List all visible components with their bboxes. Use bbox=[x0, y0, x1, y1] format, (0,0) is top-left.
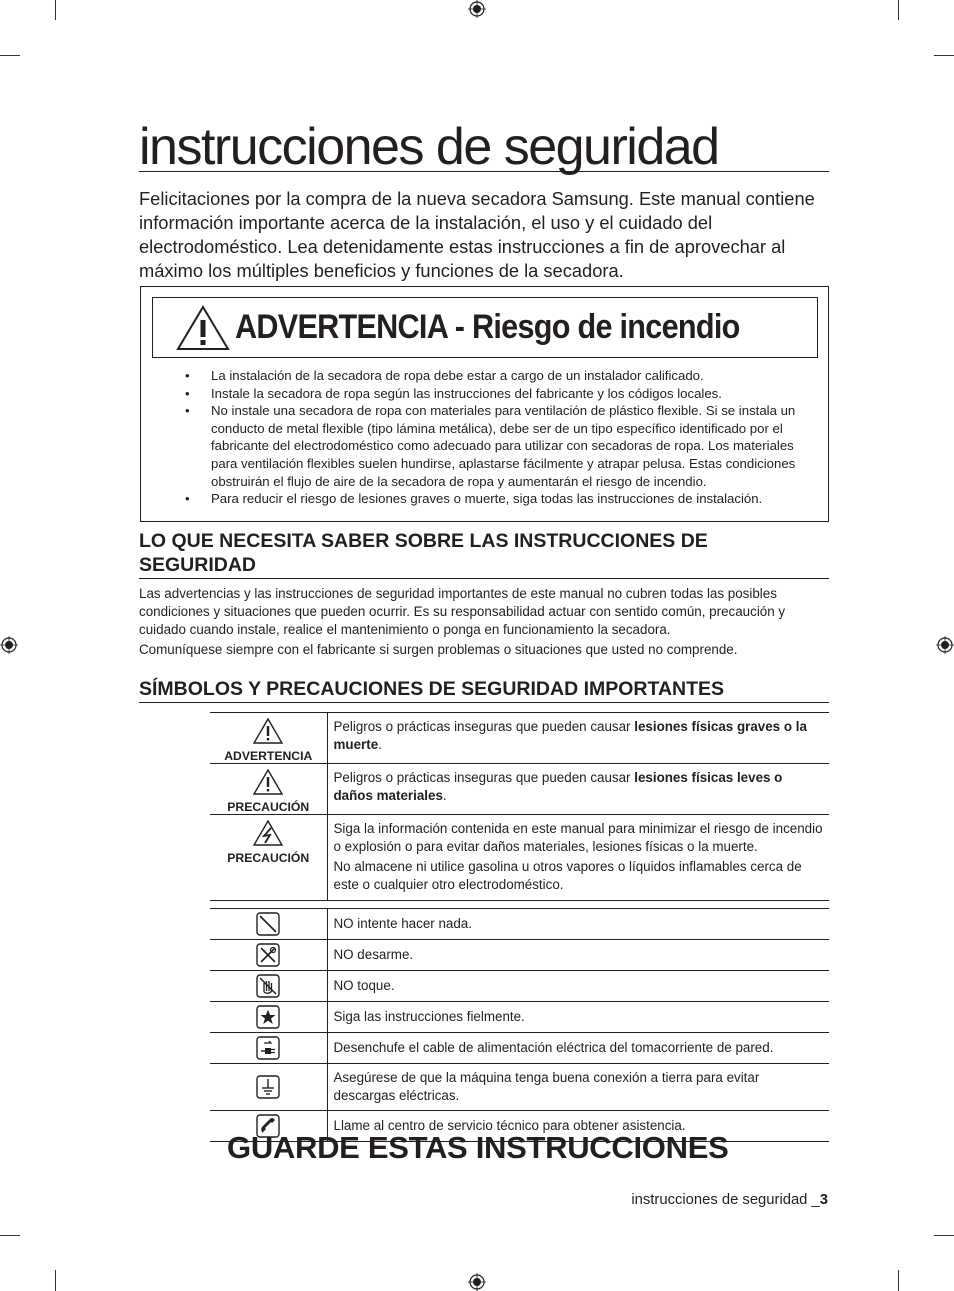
table-row bbox=[210, 909, 829, 940]
table-row bbox=[210, 940, 829, 971]
table-row bbox=[210, 1033, 829, 1064]
crop-mark bbox=[934, 1235, 954, 1236]
registration-mark-icon bbox=[468, 0, 486, 18]
description-text: Siga la información contenida en este manual para minimizar el riesgo de incendio o explosión o para evitar daños materiales, lesiones físicas o la muerte. bbox=[333, 821, 823, 854]
prohibition-symbols-table bbox=[210, 908, 829, 1142]
caution-triangle-icon bbox=[253, 769, 283, 795]
symbol-label: ADVERTENCIA bbox=[224, 749, 313, 763]
symbol-cell bbox=[210, 971, 327, 1002]
footer-label: instrucciones de seguridad _ bbox=[631, 1192, 820, 1208]
fire-warning-title: ADVERTENCIA - Riesgo de incendio bbox=[234, 308, 740, 346]
crop-mark bbox=[55, 0, 56, 20]
electric-shock-triangle-icon bbox=[253, 820, 283, 846]
crop-mark bbox=[934, 55, 954, 56]
symbol-description bbox=[327, 815, 829, 901]
description-bold: lesiones físicas leves o daños materiales bbox=[333, 770, 783, 803]
table-row bbox=[210, 713, 829, 764]
symbol-description bbox=[327, 713, 829, 764]
crop-mark bbox=[898, 0, 899, 20]
list-item: • No instale una secadora de ropa con materiales para ventilación de plástico flexible. Si se instala un conducto de metal flexible (tipo lámina metálica), debe ser de un tipo específico identificado por el fabricante del electrodoméstico como adecuado para utilizar con secadoras de ropa. Los materiales para ventilación flexibles suelen hundirse, aplastarse fácilmente y atrapar pelusa. Estas condiciones obstruirán el flujo de aire de la secadora de ropa y aumentarán el riesgo de incendio. bbox=[185, 402, 817, 490]
symbol-label: PRECAUCIÓN bbox=[227, 800, 310, 814]
symbol-cell bbox=[210, 1002, 327, 1033]
page-title: instrucciones de seguridad bbox=[139, 118, 829, 172]
symbol-description: Siga las instrucciones fielmente. bbox=[327, 1002, 829, 1033]
crop-mark bbox=[898, 1270, 899, 1291]
symbol-cell bbox=[210, 713, 327, 764]
intro-paragraph: Felicitaciones por la compra de la nueva secadora Samsung. Este manual contiene información importante acerca de la instalación, el uso y el cuidado del electrodoméstico. Lea detenidamente estas instrucciones a fin de aprovechar al máximo los múltiples beneficios y funciones de la secadora. bbox=[139, 188, 815, 281]
description-text: No almacene ni utilice gasolina u otros vapores o líquidos inflamables cerca de este o cualquier otro electrodoméstico. bbox=[333, 859, 802, 892]
warning-triangle-icon bbox=[175, 304, 231, 352]
table-row bbox=[210, 764, 829, 815]
symbol-description bbox=[327, 764, 829, 815]
symbol-description: NO intente hacer nada. bbox=[327, 909, 829, 940]
symbol-description: Asegúrese de que la máquina tenga buena conexión a tierra para evitar descargas eléctricas. bbox=[327, 1064, 829, 1111]
section-paragraph: Las advertencias y las instrucciones de seguridad importantes de este manual no cubren todas las posibles condiciones y situaciones que pueden ocurrir. Es su responsabilidad actuar con sentido común, precaución y cuidado cuando instale, realice el mantenimiento o ponga en funcionamiento la secadora. bbox=[139, 586, 786, 637]
table-row bbox=[210, 1002, 829, 1033]
symbol-label: PRECAUCIÓN bbox=[227, 851, 310, 865]
warning-symbols-table bbox=[210, 712, 829, 901]
page-footer bbox=[631, 1192, 828, 1208]
section-paragraph: Comuníquese siempre con el fabricante si surgen problemas o situaciones que usted no comprende. bbox=[139, 642, 738, 657]
section-heading-instructions: LO QUE NECESITA SABER SOBRE LAS INSTRUCCIONES DE SEGURIDAD bbox=[139, 529, 829, 579]
symbol-cell bbox=[210, 764, 327, 815]
fire-warning-list bbox=[185, 367, 817, 508]
fire-warning-box bbox=[140, 286, 829, 522]
symbol-description: NO toque. bbox=[327, 971, 829, 1002]
warning-triangle-icon bbox=[253, 718, 283, 744]
symbol-description: Llame al centro de servicio técnico para obtener asistencia. bbox=[327, 1111, 829, 1142]
table-row bbox=[210, 1064, 829, 1111]
table-row bbox=[210, 815, 829, 901]
symbol-cell bbox=[210, 815, 327, 901]
list-item: • Instale la secadora de ropa según las instrucciones del fabricante y los códigos locales. bbox=[185, 385, 817, 403]
crop-mark bbox=[0, 1235, 20, 1236]
symbol-cell bbox=[210, 1033, 327, 1064]
section-heading-symbols: SÍMBOLOS Y PRECAUCIONES DE SEGURIDAD IMPORTANTES bbox=[139, 677, 829, 703]
ground-icon bbox=[256, 1075, 280, 1099]
list-item: • Para reducir el riesgo de lesiones graves o muerte, siga todas las instrucciones de instalación. bbox=[185, 490, 817, 508]
symbol-description: NO desarme. bbox=[327, 940, 829, 971]
fire-warning-header bbox=[152, 297, 818, 358]
symbol-cell bbox=[210, 940, 327, 971]
description-text: Peligros o prácticas inseguras que pueden causar bbox=[333, 770, 635, 785]
crop-mark bbox=[55, 1270, 56, 1291]
no-disassemble-icon bbox=[256, 943, 280, 967]
description-text: . bbox=[442, 788, 447, 803]
no-touch-icon bbox=[256, 974, 280, 998]
page-number: 3 bbox=[819, 1192, 828, 1208]
registration-mark-icon bbox=[468, 1273, 486, 1291]
prohibited-icon bbox=[256, 912, 280, 936]
list-item: • La instalación de la secadora de ropa debe estar a cargo de un instalador calificado. bbox=[185, 367, 817, 385]
save-instructions-notice: GUARDE ESTAS INSTRUCCIONES bbox=[227, 1130, 729, 1165]
table-row bbox=[210, 971, 829, 1002]
crop-mark bbox=[0, 55, 20, 56]
unplug-icon bbox=[256, 1036, 280, 1060]
description-bold: lesiones físicas graves o la muerte bbox=[333, 719, 807, 752]
description-text: . bbox=[378, 737, 382, 752]
registration-mark-icon bbox=[936, 636, 954, 654]
symbol-cell bbox=[210, 1064, 327, 1111]
description-text: Peligros o prácticas inseguras que pueden causar bbox=[333, 719, 635, 734]
registration-mark-icon bbox=[0, 636, 18, 654]
symbol-cell bbox=[210, 909, 327, 940]
star-icon bbox=[256, 1005, 280, 1029]
symbol-description: Desenchufe el cable de alimentación eléctrica del tomacorriente de pared. bbox=[327, 1033, 829, 1064]
